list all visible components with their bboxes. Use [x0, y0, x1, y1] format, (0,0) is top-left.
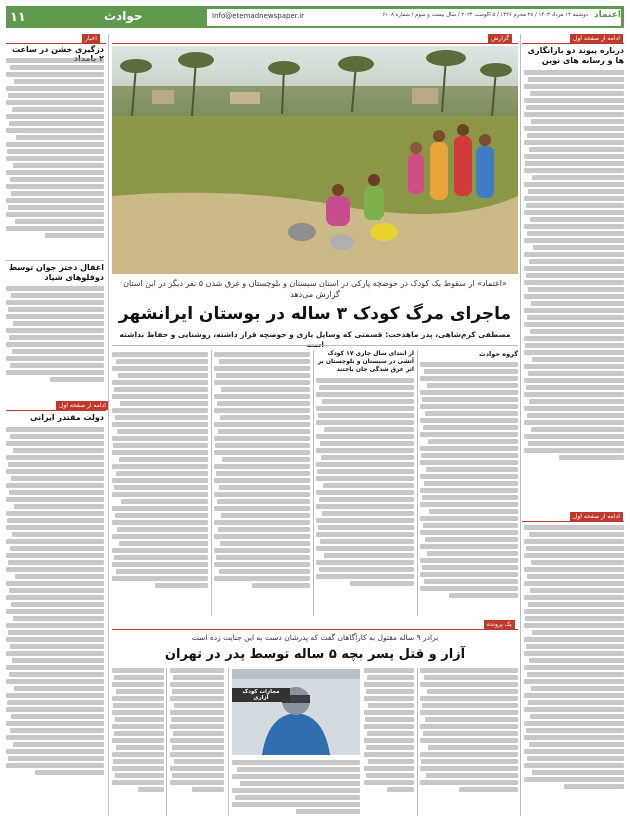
main-kicker: «اعتماد» از سقوط یک کودک در حوضچه پارکی در استان سیستان و بلوچستان و غرق شدن ۵ نفر دیگر در این استان گزارش می‌دهد	[123, 279, 507, 299]
bottom-tag-case: یک پرونده	[484, 620, 515, 629]
bottom-col2-body	[364, 668, 414, 816]
header-email[interactable]: Info@etemadnewspaper.ir	[212, 12, 305, 20]
main-subhead: مصطفی کرم‌شاهی، پدر ماهدخت: قسمتی که وسایل بازی و حوضچه قرار داشته، روشنایی و حفاظ نداشته	[119, 330, 511, 339]
left-story2-title: اغفال دختر جوان توسط دوقلوهای شیاد	[8, 263, 104, 282]
left-story3-body	[6, 427, 104, 815]
left-story2-body	[6, 286, 104, 394]
article-col2-body	[316, 378, 414, 616]
report-tag: گزارش	[488, 34, 512, 43]
left-rule	[6, 43, 106, 44]
article-col3-body	[214, 352, 310, 616]
right-rule	[522, 43, 624, 44]
bottom-col3-body	[232, 760, 360, 816]
page-number: ۱۱	[10, 10, 26, 25]
bottom-col-sep-2	[228, 668, 229, 816]
article-col-sep-1	[417, 350, 418, 616]
pond-scene-illustration	[112, 46, 518, 274]
article-col2-title: از ابتدای سال جاری ۱۷ کودک آتشی در سیستان و بلوچستان بر اثر غرق شدگی جان باختند	[317, 350, 414, 373]
bottom-photo-caption: مجازات کودک آزاری	[232, 688, 290, 702]
child-silhouette-illustration	[232, 669, 360, 755]
right-tag-continued: ادامه از صفحه اول	[570, 34, 623, 43]
bottom-photo-child	[232, 669, 360, 755]
header-date: دوشنبه ۱۴ مرداد ۱۴۰۳ / ۲۸ محرم ۱۴۴۶ / ۵ آگوست ۲۰۲۴ / سال بیست و سوم / شماره ۶۱۰۸	[382, 12, 588, 18]
article-col1-body	[420, 362, 518, 617]
article-col4-body	[112, 352, 208, 616]
right-tag-continued-2: ادامه از صفحه اول	[570, 512, 623, 521]
left-story1-body	[6, 58, 104, 258]
left-divider-1	[6, 260, 104, 261]
right-story-body	[524, 70, 624, 510]
right-story2-body	[524, 525, 624, 815]
left-rule-2	[6, 410, 106, 411]
bottom-kicker: برادر ۹ ساله مقتول به کارآگاهان گفت که پدرشان دست به این جنایت زده است	[191, 633, 439, 642]
newspaper-logo: اعتماد	[594, 10, 621, 20]
bottom-col5-body	[112, 668, 164, 816]
article-col1-title: گروه حوادث	[479, 350, 518, 358]
bottom-headline: آزار و قتل پسر بچه ۵ ساله توسط پدر در تهران	[164, 647, 466, 662]
main-photo-water-pond	[112, 46, 518, 274]
left-story3-title: دولت مقتدر ایرانی	[30, 413, 104, 422]
main-headline: ماجرای مرگ کودک ۳ ساله در بوستان ایرانشهر	[118, 304, 512, 324]
bottom-col-sep-1	[417, 668, 418, 816]
left-column-separator	[108, 34, 109, 816]
bottom-col1-body	[420, 668, 518, 816]
headline-underline	[112, 345, 518, 346]
center-rule	[112, 43, 518, 44]
left-tag-news: اخبار	[82, 34, 100, 43]
article-col-sep-3	[211, 350, 212, 616]
bottom-rule	[112, 629, 518, 630]
right-rule-2	[522, 521, 624, 522]
bottom-col4-body	[170, 668, 224, 816]
right-story-title: درباره پیوند دو بازانگاری ها و رسانه های نوین	[527, 46, 624, 65]
left-story1-title: دزگیری خشن در ساعت	[12, 45, 104, 54]
article-col-sep-2	[313, 350, 314, 616]
left-tag-continued: ادامه از صفحه اول	[56, 401, 109, 410]
right-column-separator	[520, 34, 521, 816]
section-title: حوادث	[104, 9, 143, 23]
bottom-col-sep-3	[166, 668, 167, 816]
